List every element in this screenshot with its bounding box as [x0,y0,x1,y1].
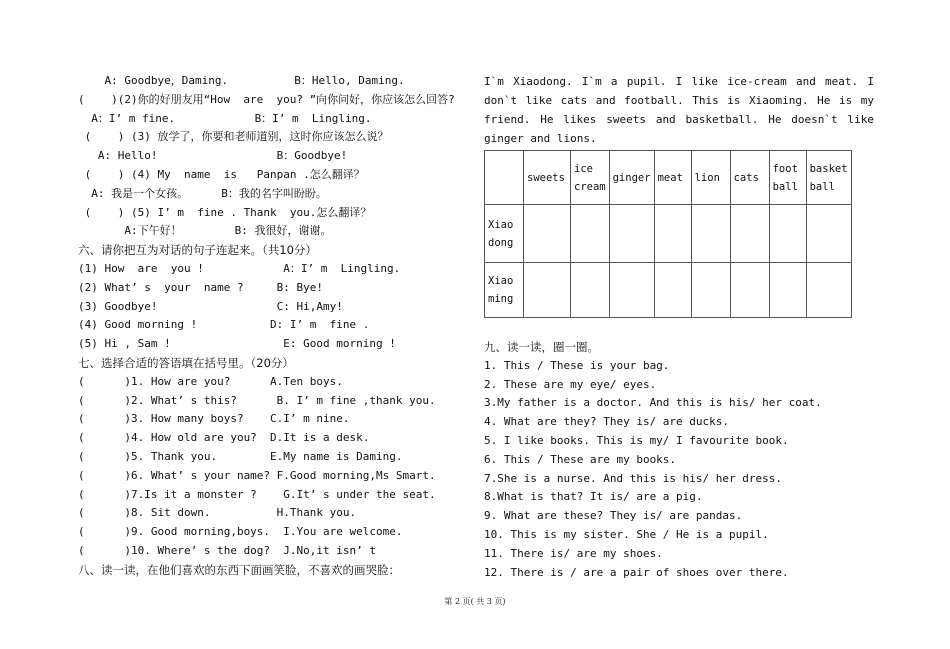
table-header-cell: foot ball [769,151,806,205]
left-line: ( )9. Good morning,boys. I.You are welcome. [78,525,403,539]
question-item: 3.My father is a doctor. And this is his/ her coat. [484,396,822,410]
answer-cell[interactable] [524,205,571,263]
table-header-cell: ice cream [571,151,610,205]
left-line: A：I’ m fine. B：I’ m Lingling. [78,111,372,125]
table-row [485,263,852,318]
left-line: ( )2. What’ s this? B. I’ m fine ,thank you. [78,393,436,407]
answer-cell[interactable] [806,205,851,263]
answer-cell[interactable] [806,263,851,318]
table-header-cell: sweets [524,151,571,205]
left-line: (4) Good morning ! D: I’ m fine . [78,318,370,332]
table-row [485,205,852,263]
answer-cell[interactable] [609,263,654,318]
question-item: 7.She is a nurse. And this is his/ her dress. [484,471,783,485]
left-line: ( )10. Where’ s the dog? J.No,it isn’ t [78,543,377,557]
question-item: 10. This is my sister. She / He is a pupil. [484,527,769,541]
table-header-row [485,151,852,205]
left-line: ( ) (4) My name is Panpan .怎么翻译？ [78,167,365,181]
left-line: ( )6. What’ s your name? F.Good morning,Ms Smart. [78,468,436,482]
left-line: ( )7.Is it a monster ? G.It’ s under the seat. [78,487,436,501]
table-header-cell: ginger [609,151,654,205]
section-9-title: 九、读一读，圈一圈。 [484,340,599,354]
left-line: ( )8. Sit down. H.Thank you. [78,506,357,520]
left-line: A: Hello! B：Goodbye! [78,149,348,163]
reading-passage: I`m Xiaodong. I`m a pupil. I like ice-cream and meat. I don`t like cats and football. This is Xiaoming. He is my friend. He likes sweets and basketball. He doesn`t like ginger and lions. [484,75,874,145]
answer-cell[interactable] [730,205,769,263]
question-item: 6. This / These are my books. [484,452,677,466]
row-name-cell: Xiao ming [485,263,524,318]
left-line: ( ) (5) I’ m fine . Thank you.怎么翻译？ [78,205,372,219]
page-footer: 第 2 页( 共 3 页) [444,597,506,606]
question-item: 1. This / These is your bag. [484,358,670,372]
question-item: 12. There is / are a pair of shoes over there. [484,565,789,579]
row-name-cell: Xiao dong [485,205,524,263]
section-8-title: 八、读一读，在他们喜欢的东西下面画笑脸，不喜欢的画哭脸： [78,562,400,577]
answer-cell[interactable] [730,263,769,318]
answer-cell[interactable] [654,263,691,318]
table-header-cell: basket ball [806,151,851,205]
left-line: A:下午好！ B: 我很好，谢谢。 [78,224,332,238]
question-item: 5. I like books. This is my/ I favourite book. [484,433,789,447]
question-item: 4. What are they? They is/ are ducks. [484,415,730,429]
left-line: (3) Goodbye! C: Hi,Amy! [78,299,343,313]
left-line: (5) Hi , Sam ! E: Good morning ! [78,337,396,351]
question-item: 2. These are my eye/ eyes. [484,377,657,391]
table-header-cell: meat [654,151,691,205]
left-line: ( )1. How are you? A.Ten boys. [78,374,343,388]
right-column [484,72,884,582]
answer-cell[interactable] [524,263,571,318]
answer-cell[interactable] [609,205,654,263]
left-line: ( ) (3) 放学了，你要和老师道别，这时你应该怎么说？ [78,130,389,144]
left-line: ( )4. How old are you? D.It is a desk. [78,431,370,445]
answer-cell[interactable] [691,263,730,318]
table-header-cell: lion [691,151,730,205]
question-item: 8.What is that? It is/ are a pig. [484,490,703,504]
answer-cell[interactable] [691,205,730,263]
left-line: ( )(2)你的好朋友用“How are you? ”向你问好，你应该怎么回答? [78,92,455,106]
answer-cell[interactable] [769,263,806,318]
left-line: (1) How are you ! A：I’ m Lingling. [78,261,401,275]
likes-table [484,150,852,318]
table-header-cell: cats [730,151,769,205]
left-line: ( )3. How many boys? C.I’ m nine. [78,412,350,426]
left-line: ( )5. Thank you. E.My name is Daming. [78,449,403,463]
section-7-title: 七、选择合适的答语填在括号里。（20分） [78,355,294,370]
left-column [78,72,468,580]
answer-cell[interactable] [571,263,610,318]
answer-cell[interactable] [769,205,806,263]
left-line: A: 我是一个女孩。 B：我的名字叫盼盼。 [78,186,327,200]
question-item: 11. There is/ are my shoes. [484,546,663,560]
question-item: 9. What are these? They is/ are pandas. [484,509,743,523]
left-line: (2) What’ s your name ? B: Bye! [78,280,324,294]
answer-cell[interactable] [571,205,610,263]
table-header-cell [485,151,524,205]
section-6-title: 六、请你把互为对话的句子连起来。（共10分） [78,243,317,258]
answer-cell[interactable] [654,205,691,263]
left-line: A: Goodbye，Daming. B：Hello, Daming. [78,74,405,87]
